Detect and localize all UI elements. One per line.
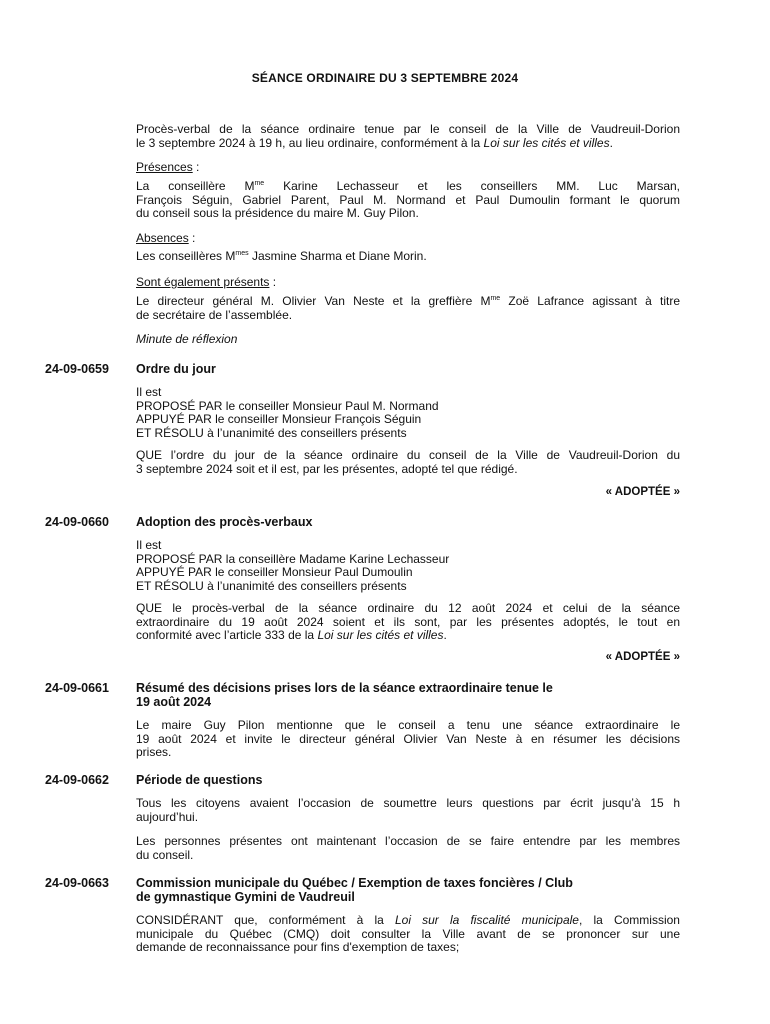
presences-sup: me (254, 180, 265, 187)
resolution-number: 24-09-0662 (45, 773, 109, 787)
presences-line (136, 180, 680, 194)
absences-text (136, 250, 680, 264)
resolution-text-part: conformité avec l’article 333 de la (136, 628, 318, 642)
presents-label-line (136, 276, 680, 290)
motion-line: Il est (136, 385, 162, 399)
presents-text: Le directeur général M. Olivier Van Neste et la greffière M (136, 294, 491, 308)
resolution-line: Tous les citoyens avaient l’occasion de soumettre leurs questions par écrit jusqu’à 15 h (136, 796, 680, 810)
resolution-text (136, 914, 680, 955)
resolution-line: du conseil. (136, 847, 194, 862)
presences-label: Présences (136, 160, 193, 174)
law-reference: Loi sur les cités et villes (317, 628, 444, 642)
motion-line: PROPOSÉ PAR le conseiller Monsieur Paul M. Normand (136, 398, 439, 413)
intro-line (136, 137, 680, 151)
resolution-text (136, 835, 680, 862)
motion-line: APPUYÉ PAR le conseiller Monsieur François Séguin (136, 412, 422, 426)
label-colon: : (188, 231, 196, 245)
resolution-text (136, 449, 680, 476)
resolution-number: 24-09-0661 (45, 681, 109, 695)
resolution-number: 24-09-0659 (45, 362, 109, 376)
resolution-number: 24-09-0660 (45, 515, 109, 529)
motion-line: APPUYÉ PAR le conseiller Monsieur Paul Dumoulin (136, 565, 413, 579)
resolution-line (136, 914, 680, 928)
heading-line: 19 août 2024 (136, 695, 212, 709)
presents-text: Zoë Lafrance agissant à titre (500, 294, 681, 308)
intro-text: . (609, 135, 613, 150)
resolution-heading: Ordre du jour (136, 362, 216, 376)
presences-line: du conseil sous la présidence du maire M. Guy Pilon. (136, 206, 419, 220)
law-reference: Loi sur les cités et villes (483, 135, 610, 150)
label-colon: : (269, 275, 277, 289)
resolution-heading: Adoption des procès-verbaux (136, 515, 313, 529)
presences-paragraph (136, 180, 680, 221)
presences-label-line (136, 161, 680, 175)
resolution-line: Le maire Guy Pilon mentionne que le conseil a tenu une séance extraordinaire le (136, 718, 680, 732)
intro-paragraph (136, 123, 680, 150)
presents-sup: me (490, 295, 501, 302)
resolution-line: extraordinaire du 19 août 2024 soient et ils sont, par les présentes adoptés, le tout en (136, 614, 680, 629)
heading-line: de gymnastique Gymini de Vaudreuil (136, 890, 355, 904)
absences-text-part: Jasmine Sharma et Diane Morin. (248, 249, 427, 263)
resolution-heading (136, 876, 696, 904)
resolution-line: 3 septembre 2024 soit et il est, par les présentes, adopté tel que rédigé. (136, 461, 518, 476)
intro-line: Procès-verbal de la séance ordinaire tenue par le conseil de la Ville de Vaudreuil-Dorion (136, 122, 680, 136)
intro-text: le 3 septembre 2024 à 19 h, au lieu ordinaire, conformément à la (136, 135, 484, 150)
resolution-text (136, 719, 680, 760)
resolution-text (136, 797, 680, 824)
resolution-line: QUE le procès-verbal de la séance ordinaire du 12 août 2024 et celui de la séance (136, 601, 680, 615)
resolution-motion (136, 539, 680, 593)
presences-line: François Séguin, Gabriel Parent, Paul M. Normand et Paul Dumoulin formant le quorum (136, 192, 680, 207)
resolution-line: QUE l’ordre du jour de la séance ordinaire du conseil de la Ville de Vaudreuil-Dorion du (136, 448, 680, 462)
motion-line: Il est (136, 538, 162, 552)
presences-text: La conseillère M (136, 179, 255, 193)
presents-line (136, 295, 680, 309)
resolution-line: municipale du Québec (CMQ) doit consulter la Ville avant de se prononcer sur une (136, 926, 680, 941)
resolution-heading: Période de questions (136, 773, 263, 787)
session-title: SÉANCE ORDINAIRE DU 3 SEPTEMBRE 2024 (251, 71, 519, 85)
presences-text: Karine Lechasseur et les conseillers MM. Luc Marsan, (264, 179, 680, 193)
presents-label: Sont également présents (136, 275, 270, 289)
resolution-line (136, 629, 680, 643)
absences-label-line (136, 232, 680, 246)
resolution-line: Les personnes présentes ont maintenant l’occasion de se faire entendre par les membres (136, 834, 680, 848)
motion-line: ET RÉSOLU à l’unanimité des conseillers présents (136, 425, 407, 440)
heading-line: Résumé des décisions prises lors de la séance extraordinaire tenue le (136, 681, 553, 695)
absences-label: Absences (136, 231, 189, 245)
absences-text-part: Les conseillères M (136, 249, 236, 263)
resolution-motion (136, 386, 680, 440)
resolution-line: demande de reconnaissance pour fins d'exemption de taxes; (136, 940, 460, 954)
heading-line: Commission municipale du Québec / Exemption de taxes foncières / Club (136, 876, 573, 890)
resolution-text (136, 602, 680, 643)
presents-paragraph (136, 295, 680, 322)
adopted-label: « ADOPTÉE » (605, 651, 680, 663)
absences-sup: mes (235, 250, 249, 257)
resolution-number: 24-09-0663 (45, 876, 109, 890)
law-reference: Loi sur la fiscalité municipale (394, 913, 579, 927)
presents-line: de secrétaire de l’assemblée. (136, 307, 293, 322)
adopted-label: « ADOPTÉE » (605, 486, 680, 498)
resolution-heading (136, 681, 696, 709)
resolution-line: prises. (136, 745, 172, 759)
resolution-text-part: , la Commission (578, 913, 680, 927)
motion-line: ET RÉSOLU à l’unanimité des conseillers présents (136, 578, 407, 593)
label-colon: : (192, 160, 200, 174)
resolution-text-part: CONSIDÉRANT que, conformément à la (136, 913, 395, 927)
resolution-line: 19 août 2024 et invite le directeur général Olivier Van Neste à en résumer les décisions (136, 731, 680, 746)
resolution-line: aujourd’hui. (136, 809, 199, 824)
resolution-text-part: . (443, 628, 447, 642)
minute-reflexion: Minute de réflexion (136, 332, 238, 346)
motion-line: PROPOSÉ PAR la conseillère Madame Karine Lechasseur (136, 551, 450, 566)
